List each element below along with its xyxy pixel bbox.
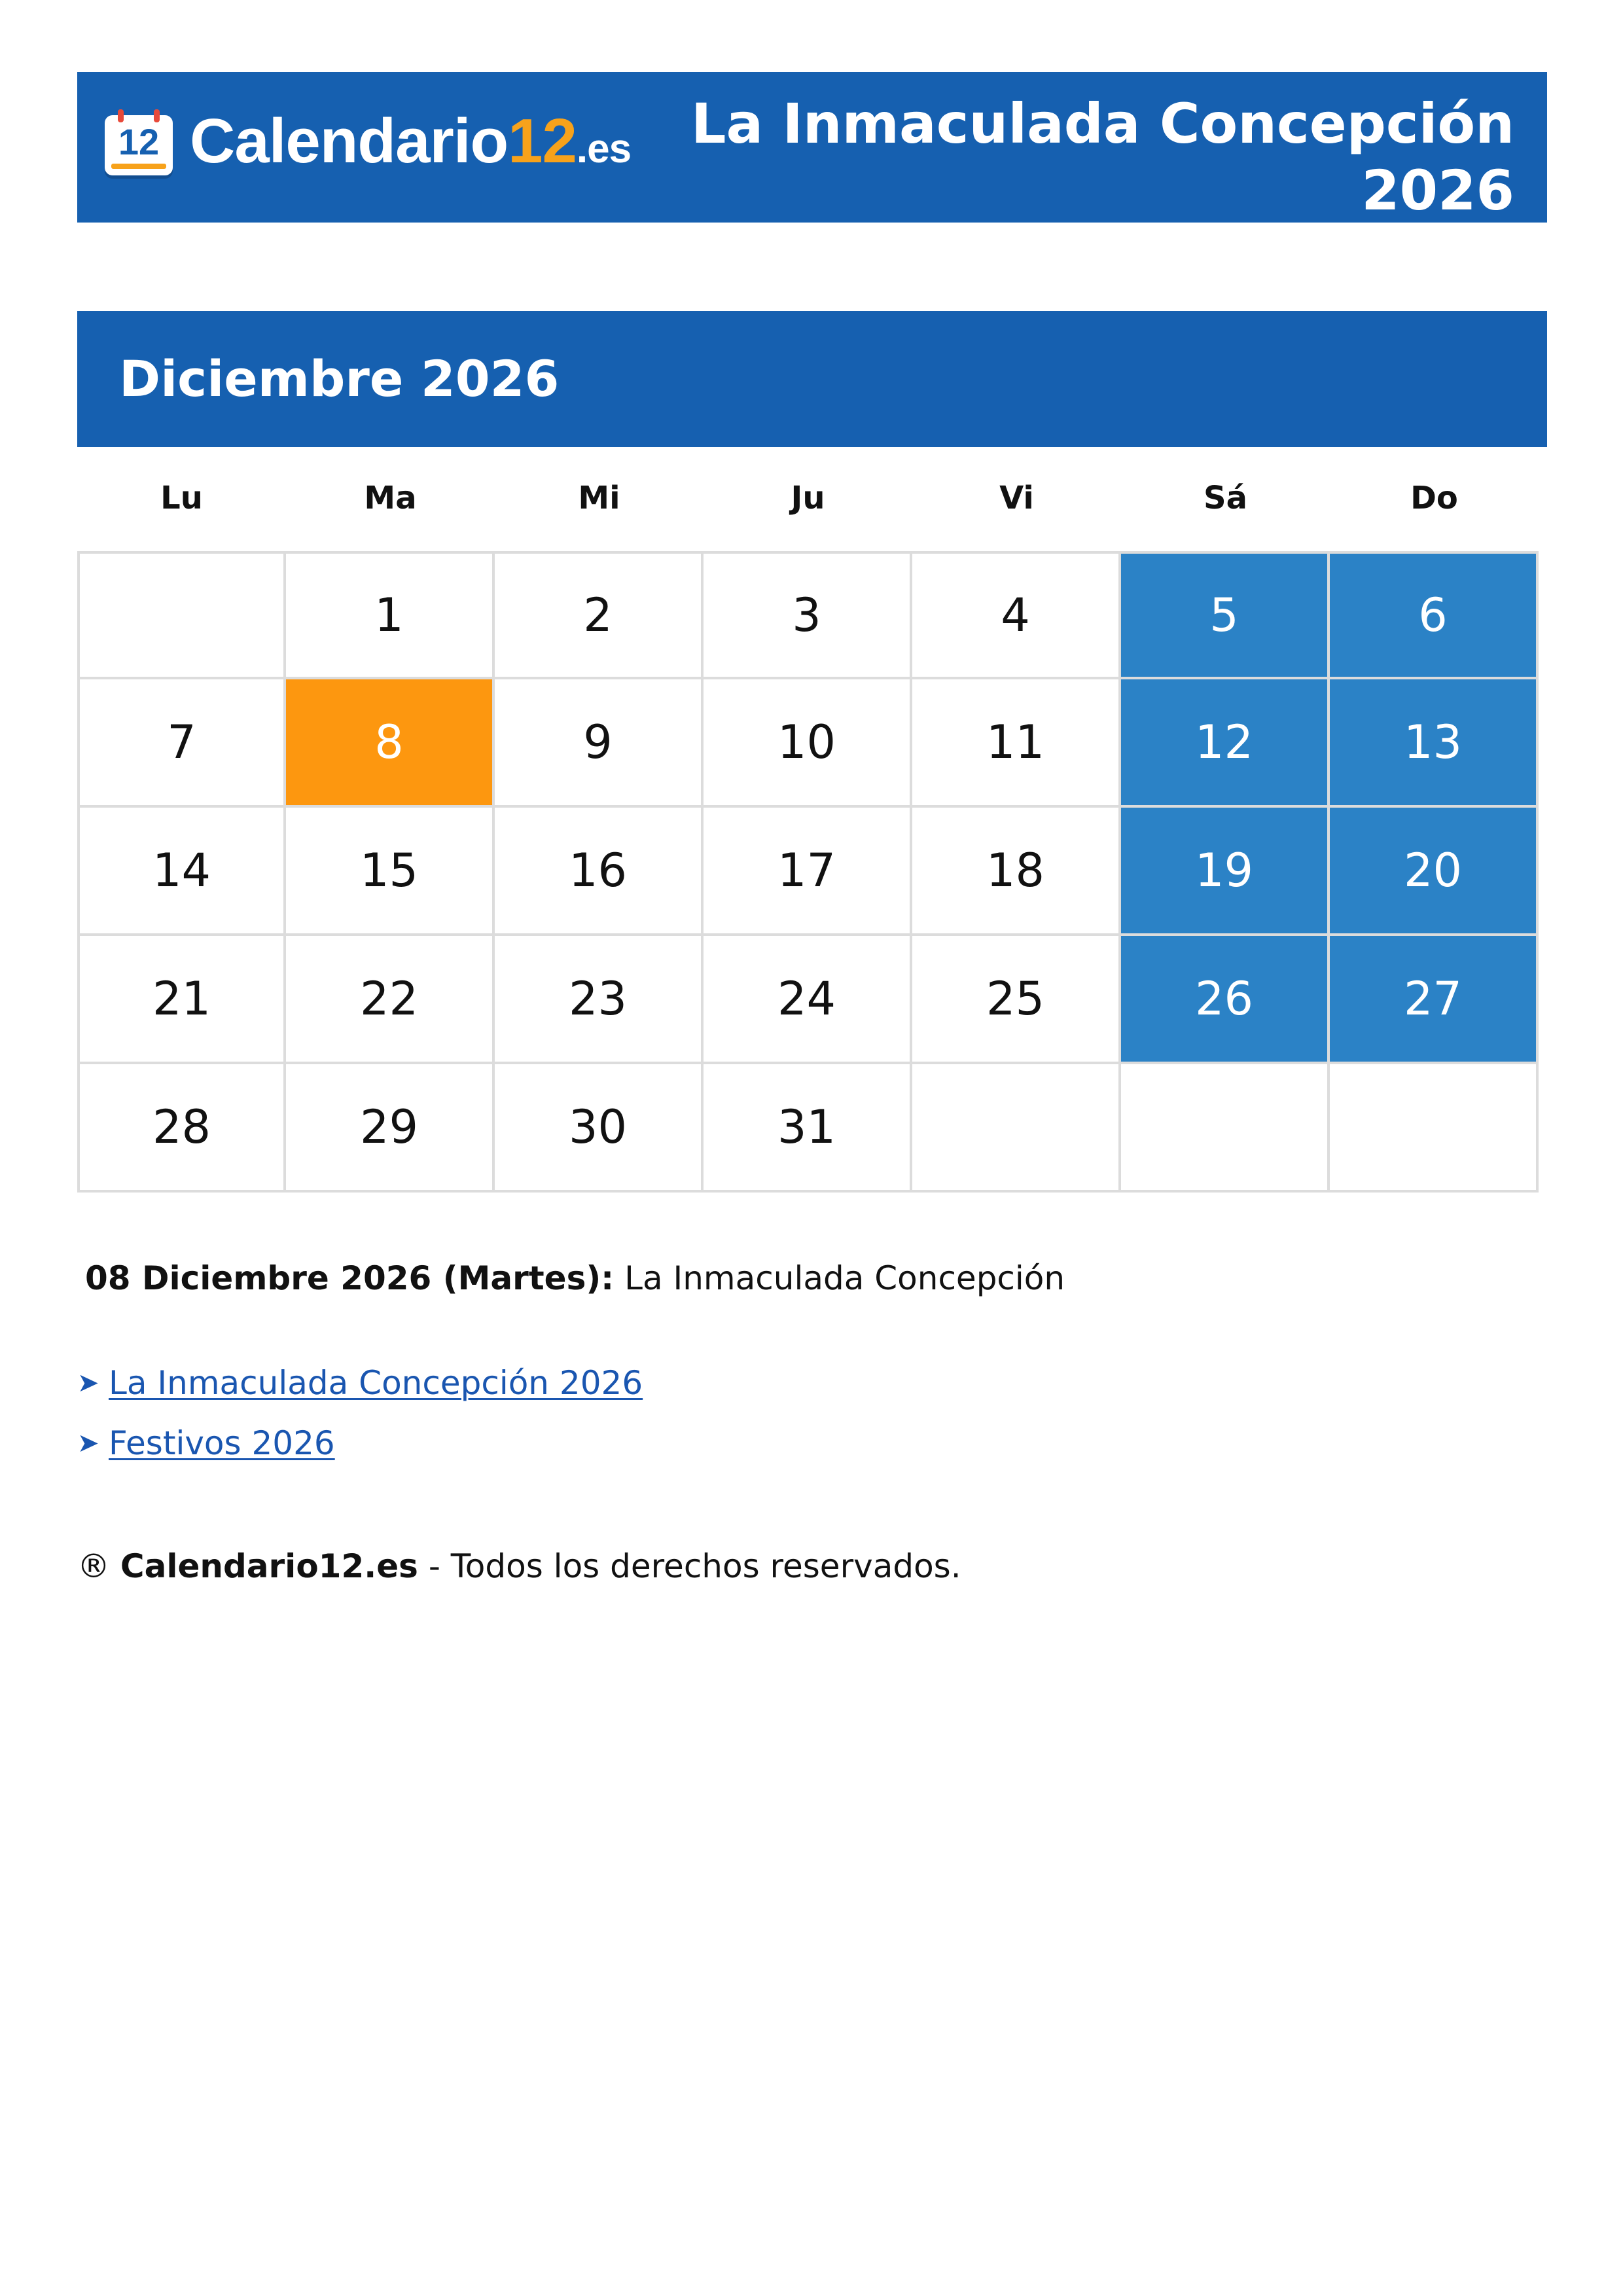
calendar-icon (105, 115, 173, 175)
empty-day-cell (912, 1064, 1121, 1193)
weekend-day-cell: 12 (1121, 679, 1330, 808)
page-header (77, 72, 1547, 223)
day-cell: 23 (495, 936, 704, 1064)
day-cell: 15 (286, 808, 495, 936)
day-cell: 28 (77, 1064, 286, 1193)
page-title-line1: La Inmaculada Concepción (691, 92, 1514, 156)
page-title-line2: 2026 (1361, 158, 1514, 223)
weekend-day-cell: 27 (1330, 936, 1539, 1064)
day-cell: 21 (77, 936, 286, 1064)
logo-name-main: Calendario (190, 106, 508, 176)
empty-day-cell (77, 551, 286, 679)
site-logo-text (190, 105, 631, 185)
page-title (664, 90, 1514, 224)
day-cell: 25 (912, 936, 1121, 1064)
day-cell: 2 (495, 551, 704, 679)
calendar-icon-bar (111, 164, 166, 169)
empty-day-cell (1121, 1064, 1330, 1193)
weekend-day-cell: 6 (1330, 551, 1539, 679)
day-cell: 9 (495, 679, 704, 808)
day-cell: 1 (286, 551, 495, 679)
arrow-right-icon: ➤ (77, 1428, 99, 1458)
weekday-label: Sá (1204, 480, 1247, 516)
day-cell: 3 (704, 551, 912, 679)
footer (77, 1543, 961, 1589)
footer-brand: Calendario12.es (120, 1547, 418, 1585)
weekday-header (77, 475, 1539, 521)
link-festivos-2026[interactable]: Festivos 2026 (109, 1424, 335, 1462)
registered-symbol: ® (77, 1547, 110, 1585)
footer-text: - Todos los derechos reservados. (428, 1547, 961, 1585)
weekday-label: Lu (160, 480, 203, 516)
related-links (77, 1360, 643, 1480)
weekday-label: Ma (364, 480, 417, 516)
day-cell: 22 (286, 936, 495, 1064)
empty-day-cell (1330, 1064, 1539, 1193)
day-cell: 10 (704, 679, 912, 808)
calendar-grid (77, 551, 1539, 1193)
calendar-icon-number: 12 (118, 121, 160, 162)
weekend-day-cell: 20 (1330, 808, 1539, 936)
day-cell: 16 (495, 808, 704, 936)
day-cell: 4 (912, 551, 1121, 679)
arrow-right-icon: ➤ (77, 1368, 99, 1398)
weekday-label: Ju (791, 480, 825, 516)
day-cell: 17 (704, 808, 912, 936)
weekend-day-cell: 19 (1121, 808, 1330, 936)
day-cell: 18 (912, 808, 1121, 936)
holiday-day-cell: 8 (286, 679, 495, 808)
weekend-day-cell: 5 (1121, 551, 1330, 679)
link-item (77, 1420, 643, 1466)
weekend-day-cell: 13 (1330, 679, 1539, 808)
link-item (77, 1360, 643, 1406)
day-cell: 31 (704, 1064, 912, 1193)
day-cell: 11 (912, 679, 1121, 808)
holiday-name: La Inmaculada Concepción (624, 1259, 1065, 1297)
logo-name-number: 12 (508, 106, 577, 176)
holiday-description (85, 1255, 1065, 1301)
month-title: Diciembre 2026 (119, 350, 560, 408)
logo-name-tld: .es (576, 126, 632, 171)
weekday-label: Mi (578, 480, 620, 516)
day-cell: 7 (77, 679, 286, 808)
month-header (77, 311, 1547, 447)
weekend-day-cell: 26 (1121, 936, 1330, 1064)
site-logo[interactable] (105, 106, 631, 185)
weekday-label: Do (1410, 480, 1458, 516)
link-holiday-2026[interactable]: La Inmaculada Concepción 2026 (109, 1364, 643, 1402)
holiday-date-label: 08 Diciembre 2026 (Martes): (85, 1259, 615, 1297)
day-cell: 30 (495, 1064, 704, 1193)
day-cell: 14 (77, 808, 286, 936)
day-cell: 24 (704, 936, 912, 1064)
weekday-label: Vi (999, 480, 1034, 516)
day-cell: 29 (286, 1064, 495, 1193)
